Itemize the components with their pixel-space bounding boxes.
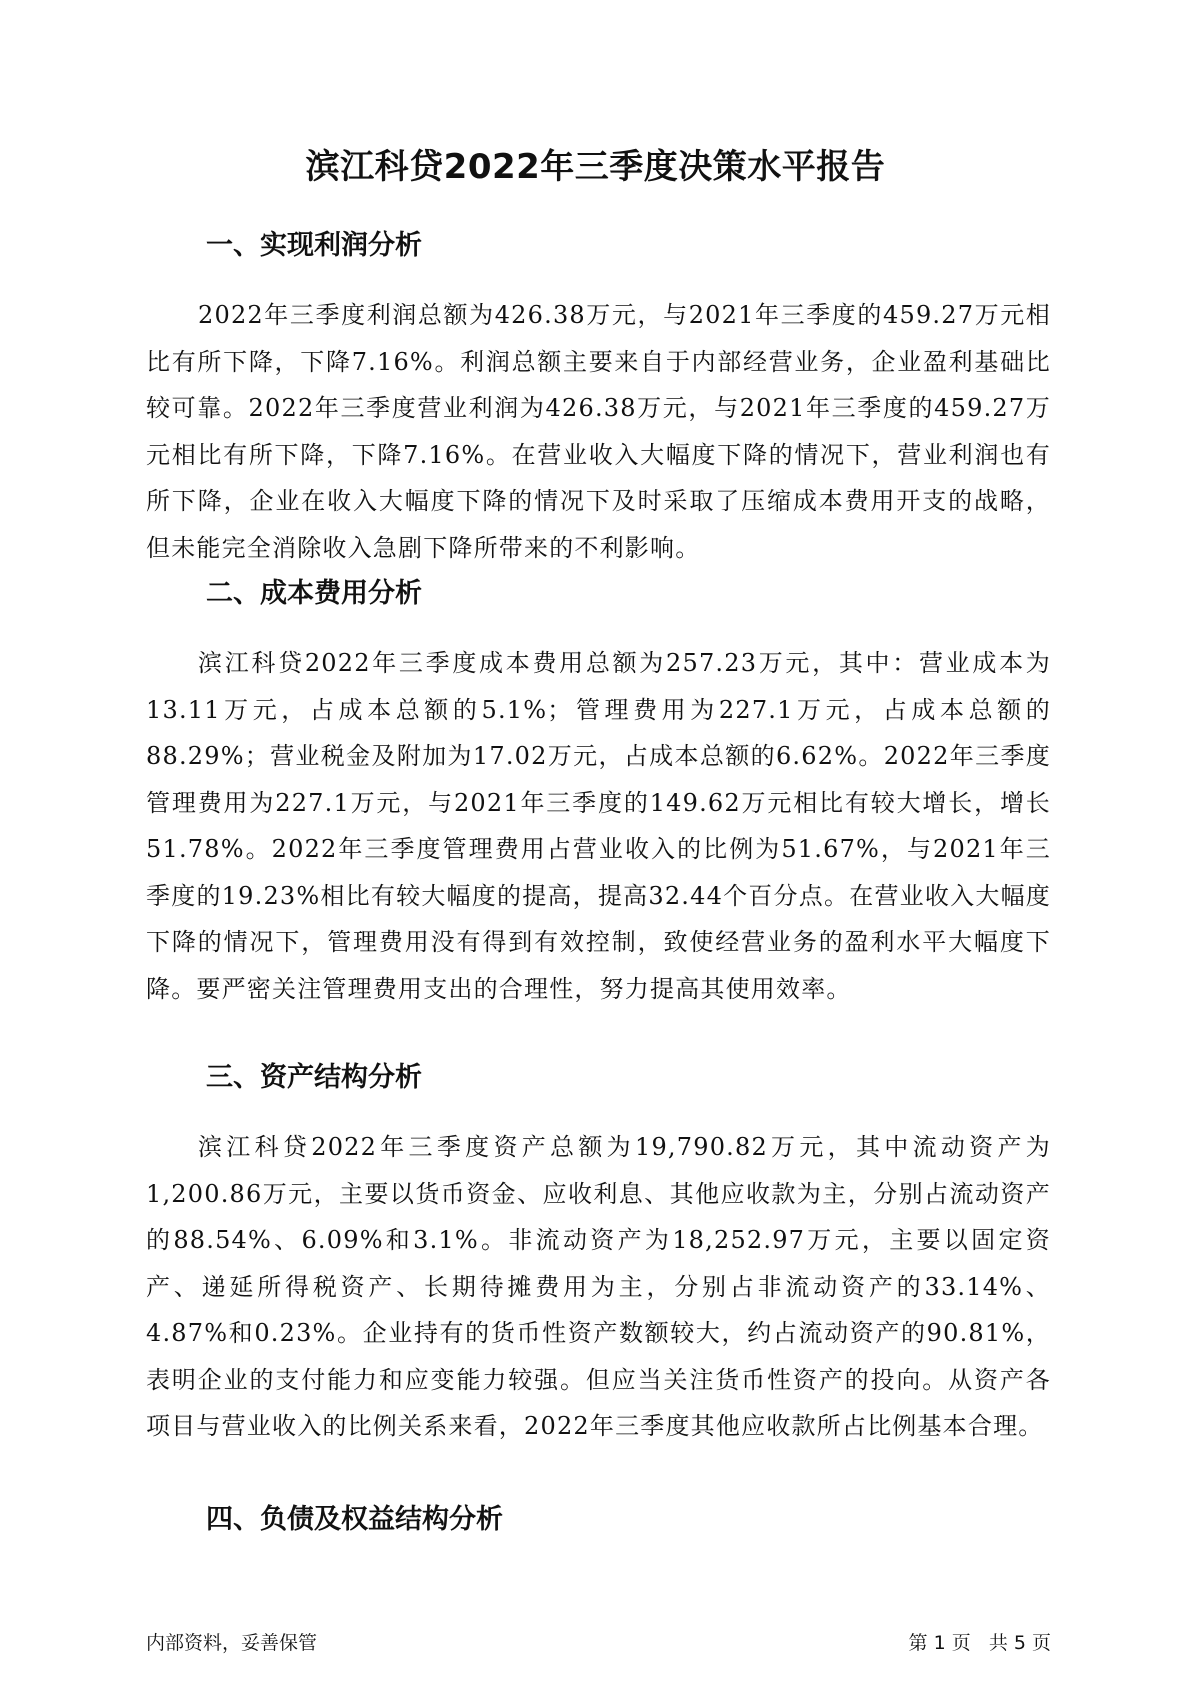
- section-paragraph: 滨江科贷2022年三季度资产总额为19,790.82万元，其中流动资产为1,200.86万元，主要以货币资金、应收利息、其他应收款为主，分别占流动资产的88.54%、6.09%和3.1%。非流动资产为18,252.97万元，主要以固定资产、递延所得税资产、长期待摊费用为主，分别占非流动资产的33.14%、4.87%和0.23%。企业持有的货币性资产数额较大，约占流动资产的90.81%，表明企业的支付能力和应变能力较强。但应当关注货币性资产的投向。从资产各项目与营业收入的比例关系来看，2022年三季度其他应收款所占比例基本合理。: [146, 1133, 1051, 1440]
- section-heading: 一、实现利润分析: [206, 230, 422, 261]
- footer-page-number: 第 1 页 共 5 页: [908, 1632, 1051, 1654]
- section-heading: 二、成本费用分析: [206, 578, 422, 609]
- footer-confidential-note: 内部资料，妥善保管: [146, 1632, 318, 1654]
- section-paragraph: 滨江科贷2022年三季度成本费用总额为257.23万元，其中：营业成本为13.11万元，占成本总额的5.1%；管理费用为227.1万元，占成本总额的88.29%；营业税金及附加为17.02万元，占成本总额的6.62%。2022年三季度管理费用为227.1万元，与2021年三季度的149.62万元相比有较大增长，增长51.78%。2022年三季度管理费用占营业收入的比例为51.67%，与2021年三季度的19.23%相比有较大幅度的提高，提高32.44个百分点。在营业收入大幅度下降的情况下，管理费用没有得到有效控制，致使经营业务的盈利水平大幅度下降。要严密关注管理费用支出的合理性，努力提高其使用效率。: [146, 649, 1051, 1003]
- section-heading: 四、负债及权益结构分析: [206, 1504, 503, 1535]
- section-asset-structure-analysis: [146, 1058, 1051, 1450]
- page-title: 滨江科贷2022年三季度决策水平报告: [305, 147, 886, 187]
- section-heading: 三、资产结构分析: [206, 1062, 422, 1093]
- section-liability-equity-analysis: [146, 1500, 1051, 1540]
- section-profit-analysis: [146, 226, 1051, 571]
- section-cost-analysis: [146, 574, 1051, 1012]
- section-paragraph: 2022年三季度利润总额为426.38万元，与2021年三季度的459.27万元相比有所下降，下降7.16%。利润总额主要来自于内部经营业务，企业盈利基础比较可靠。2022年三季度营业利润为426.38万元，与2021年三季度的459.27万元相比有所下降，下降7.16%。在营业收入大幅度下降的情况下，营业利润也有所下降，企业在收入大幅度下降的情况下及时采取了压缩成本费用开支的战略，但未能完全消除收入急剧下降所带来的不利影响。: [146, 301, 1051, 562]
